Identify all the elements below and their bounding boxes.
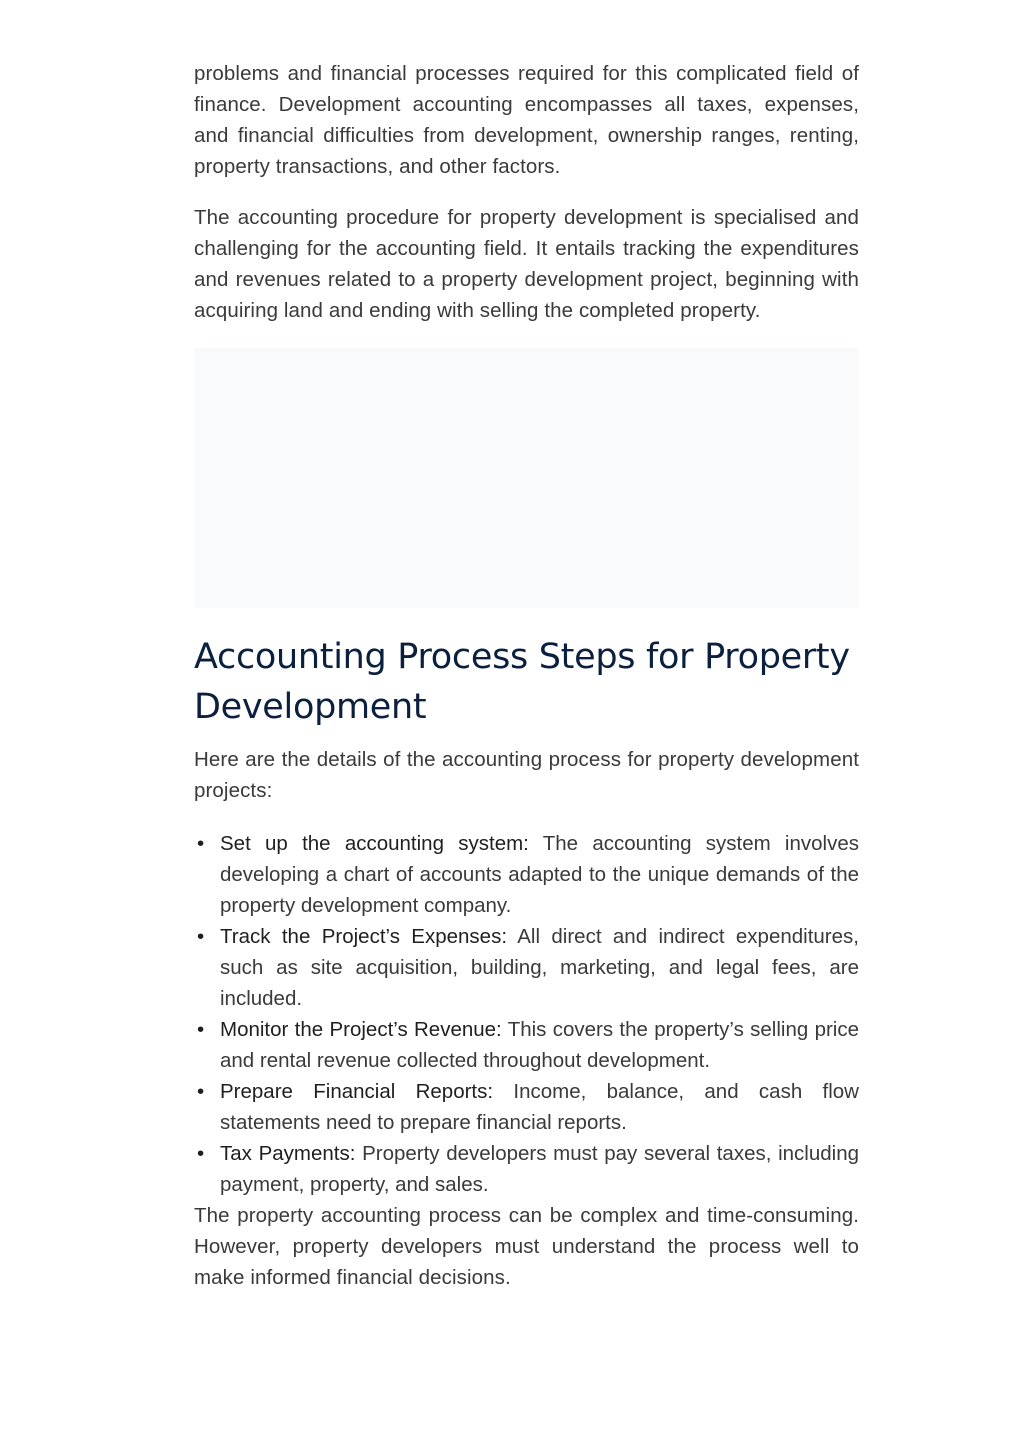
list-item: [194, 828, 859, 921]
step-description: All direct and indirect expenditures, such as site acquisition, building, marketing, and legal fees, are included.: [220, 925, 859, 1010]
section-heading: Accounting Process Steps for Property Development: [194, 637, 850, 727]
paragraph-finance-intro: problems and financial processes required for this complicated field of finance. Development accounting encompasses all taxes, expenses, and financial difficulties from development, ownership ranges, renting, property transactions, and other factors.: [194, 62, 859, 178]
step-description: The accounting system involves developing a chart of accounts adapted to the unique demands of the property development company.: [220, 832, 859, 917]
list-item: [194, 1076, 859, 1138]
image-placeholder: [194, 348, 859, 608]
paragraph-conclusion: The property accounting process can be complex and time-consuming. However, property developers must understand the process well to make informed financial decisions.: [194, 1204, 859, 1289]
step-term: Monitor the Project’s Revenue:: [220, 1018, 502, 1041]
paragraph-steps-intro: Here are the details of the accounting process for property development projects:: [194, 748, 859, 802]
step-term: Prepare Financial Reports:: [220, 1080, 494, 1103]
bullet-icon: •: [197, 832, 205, 855]
bullet-icon: •: [197, 1080, 205, 1103]
step-description: Property developers must pay several taxes, including payment, property, and sales.: [220, 1142, 859, 1196]
bullet-icon: •: [197, 925, 205, 948]
bullet-icon: •: [197, 1142, 205, 1165]
paragraph-procedure: The accounting procedure for property development is specialised and challenging for the accounting field. It entails tracking the expenditures and revenues related to a property development project, beginning with acquiring land and ending with selling the completed property.: [194, 206, 859, 322]
steps-list: [194, 828, 859, 1200]
step-description: This covers the property’s selling price and rental revenue collected throughout development.: [220, 1018, 859, 1072]
step-term: Set up the accounting system:: [220, 832, 529, 855]
step-term: Tax Payments:: [220, 1142, 356, 1165]
step-term: Track the Project’s Expenses:: [220, 925, 508, 948]
article-body: [194, 58, 859, 1293]
step-description: Income, balance, and cash flow statements need to prepare financial reports.: [220, 1080, 859, 1134]
bullet-icon: •: [197, 1018, 205, 1041]
list-item: [194, 1014, 859, 1076]
list-item: [194, 1138, 859, 1200]
list-item: [194, 921, 859, 1014]
